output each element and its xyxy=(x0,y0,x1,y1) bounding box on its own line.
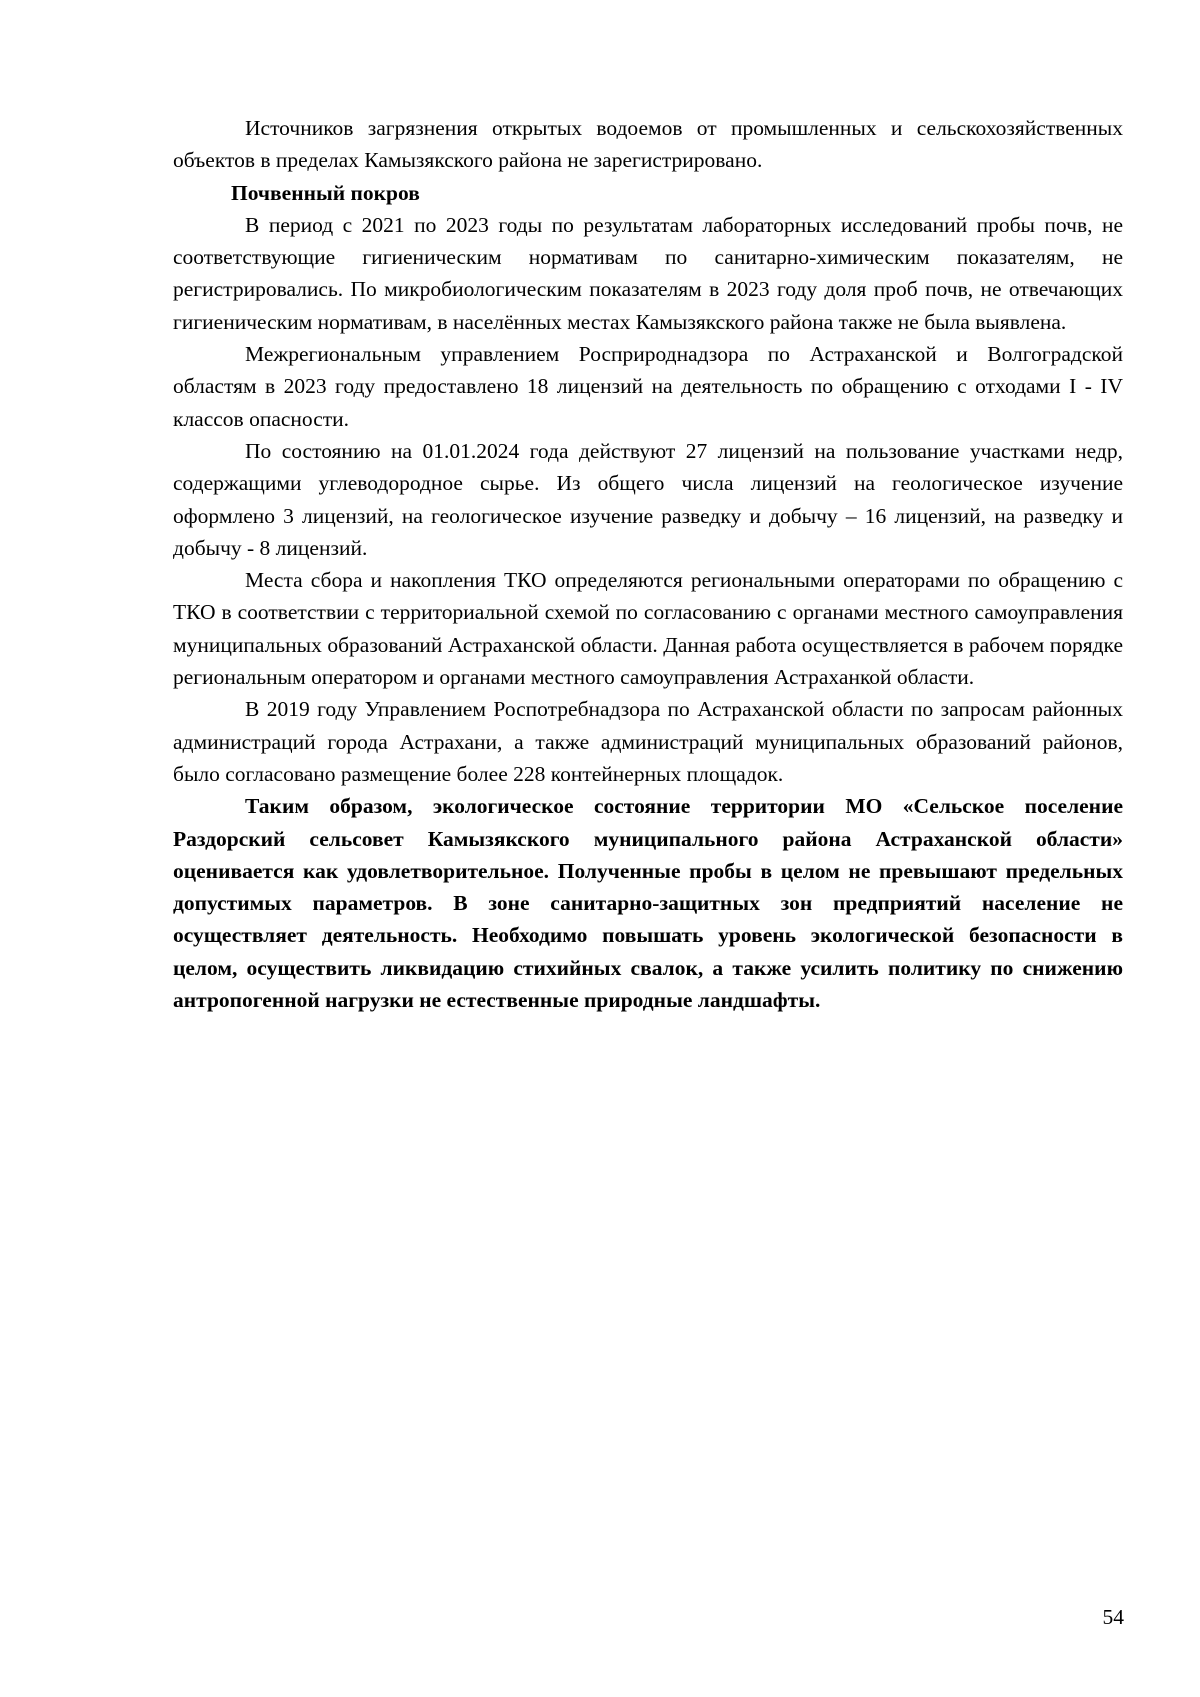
paragraph-waste-licenses: Межрегиональным управлением Росприроднадзора по Астраханской и Волгоградской областям в 2023 году предоставлено 18 лицензий на деятельность по обращению с отходами I - IV классов опасности. xyxy=(173,342,1123,431)
page-number: 54 xyxy=(1102,1605,1124,1629)
paragraph-subsoil-licenses: По состоянию на 01.01.2024 года действуют 27 лицензий на пользование участками недр, содержащими углеводородное сырье. Из общего числа лицензий на геологическое изучение оформлено 3 лицензий, на геологическое изучение разведку и добычу – 16 лицензий, на разведку и добычу - 8 лицензий. xyxy=(173,438,1123,560)
paragraph-conclusion: Таким образом, экологическое состояние территории МО «Сельское поселение Раздорский сельсовет Камызякского муниципального района Астраханской области» оценивается как удовлетворительное. Полученные пробы в целом не превышают предельных допустимых параметров. В зоне санитарно-защитных зон предприятий население не осуществляет деятельность. Необходимо повышать уровень экологической безопасности в целом, осуществить ликвидацию стихийных свалок, а также усилить политику по снижению антропогенной нагрузки не естественные природные ландшафты. xyxy=(173,794,1123,1013)
section-heading-soil: Почвенный покров xyxy=(231,180,420,205)
paragraph-soil-samples: В период с 2021 по 2023 годы по результатам лабораторных исследований пробы почв, не соответствующие гигиеническим нормативам по санитарно-химическим показателям, не регистрировались. По микробиологическим показателям в 2023 году доля проб почв, не отвечающих гигиеническим нормативам, в населённых местах Камызякского района также не была выявлена. xyxy=(173,212,1123,334)
document-body xyxy=(173,112,1123,1016)
paragraph-tko-collection: Места сбора и накопления ТКО определяются региональными операторами по обращению с ТКО в соответствии с территориальной схемой по согласованию с органами местного самоуправления муниципальных образований Астраханской области. Данная работа осуществляется в рабочем порядке региональным оператором и органами местного самоуправления Астраханкой области. xyxy=(173,568,1123,690)
paragraph-water-pollution: Источников загрязнения открытых водоемов от промышленных и сельскохозяйственных объектов в пределах Камызякского района не зарегистрировано. xyxy=(173,116,1123,173)
paragraph-container-sites: В 2019 году Управлением Роспотребнадзора по Астраханской области по запросам районных администраций города Астрахани, а также администраций муниципальных образований районов, было согласовано размещение более 228 контейнерных площадок. xyxy=(173,697,1123,786)
